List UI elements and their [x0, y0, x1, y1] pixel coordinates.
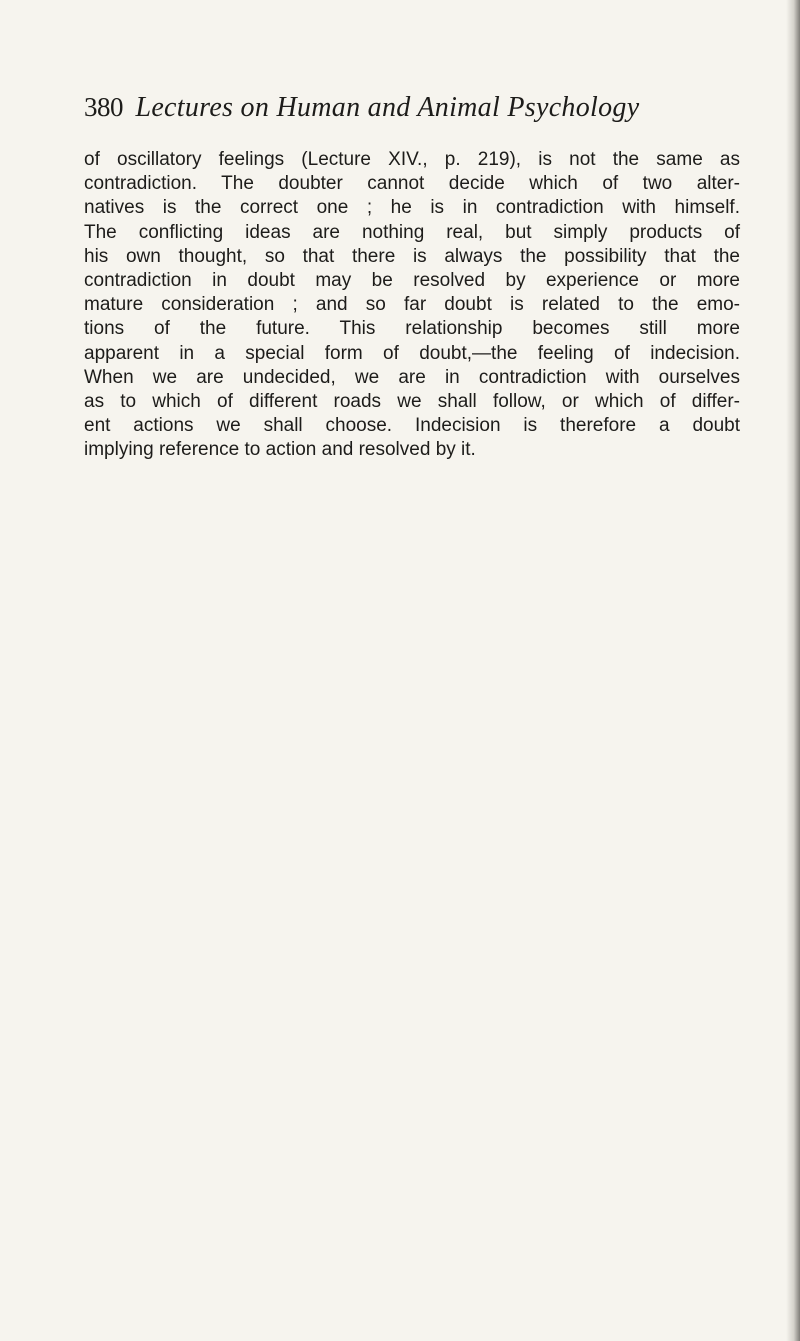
- text-line: as to which of different roads we shall follow, or which of differ-: [84, 390, 740, 412]
- text-line: natives is the correct one ; he is in contradiction with himself.: [84, 197, 740, 219]
- page-number: 380: [84, 92, 123, 122]
- text-line: When we are undecided, we are in contradiction with ourselves: [84, 366, 740, 388]
- text-line-last: implying reference to action and resolved by it.: [84, 439, 476, 461]
- text-line: apparent in a special form of doubt,—the feeling of indecision.: [84, 342, 740, 364]
- text-line: of oscillatory feelings (Lecture XIV., p. 219), is not the same as: [84, 149, 740, 170]
- text-line: ent actions we shall choose. Indecision is therefore a doubt: [84, 415, 740, 437]
- text-line: contradiction in doubt may be resolved by experience or more: [84, 269, 740, 291]
- running-header: [84, 92, 724, 132]
- text-line: his own thought, so that there is always the possibility that the: [84, 245, 740, 267]
- text-line: The conflicting ideas are nothing real, but simply products of: [84, 221, 740, 243]
- text-line: tions of the future. This relationship becomes still more: [84, 318, 740, 340]
- text-line: mature consideration ; and so far doubt is related to the emo-: [84, 294, 740, 316]
- text-line: contradiction. The doubter cannot decide which of two alter-: [84, 173, 740, 195]
- body-paragraph: [84, 148, 740, 462]
- running-title: Lectures on Human and Animal Psychology: [135, 92, 640, 123]
- page-edge-shadow: [786, 0, 800, 1341]
